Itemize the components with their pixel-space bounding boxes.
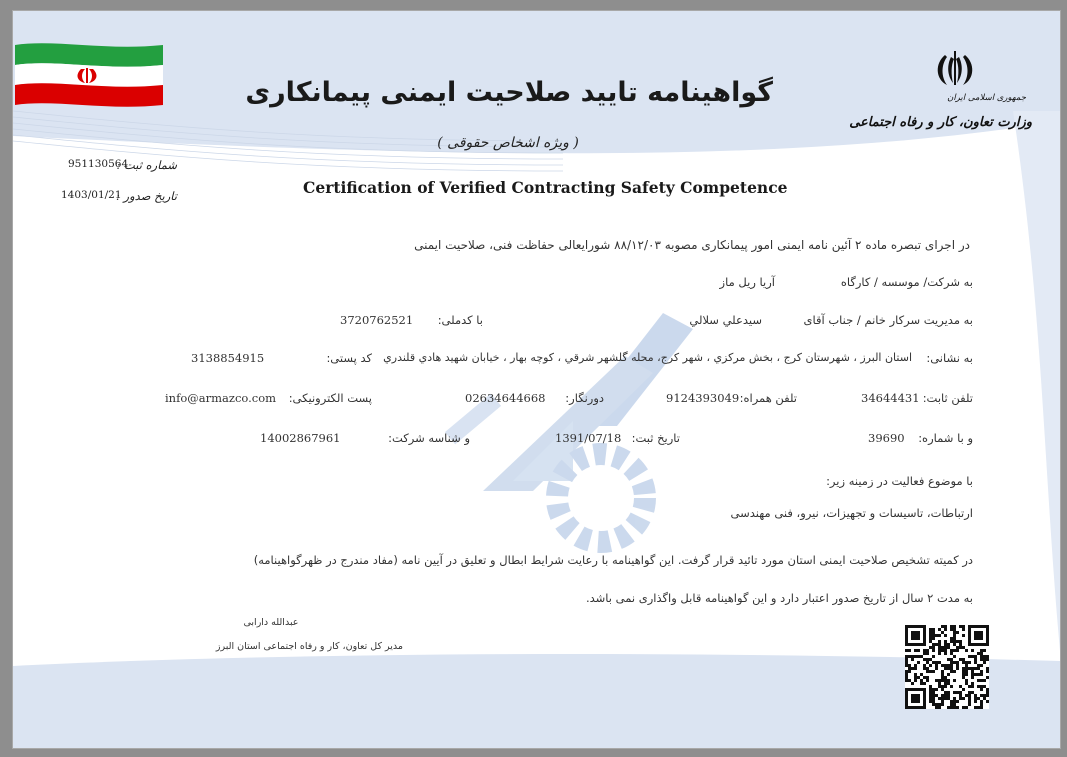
national-code-label: با کدملی: — [437, 313, 483, 327]
reg-number-label: شماره ثبت : — [116, 158, 177, 172]
phone-label: تلفن ثابت: — [922, 391, 973, 405]
ministry-name: وزارت تعاون، کار و رفاه اجتماعی — [849, 115, 1032, 130]
number-label: و با شماره: — [918, 431, 973, 445]
signatory-title: مدیر کل تعاون، کار و رفاه اجتماعی استان البرز — [215, 641, 403, 652]
address-text: استان البرز ، شهرستان کرج ، بخش مرکزي ، شهر کرج، محله گلشهر شرقي ، کوچه بهار ، خيابان شهيد هادي قلندري — [383, 351, 912, 364]
company-label: به شرکت/ موسسه / کارگاه — [840, 275, 973, 289]
reg-number: 951130564 — [68, 158, 129, 170]
signatory-name: عبدالله دارابی — [243, 617, 299, 628]
issue-date-label: تاریخ صدور : — [116, 189, 177, 203]
email-address: info@armazco.com — [165, 391, 277, 405]
activity-text: ارتباطات، تاسیسات و تجهیزات، نیرو، فنی مهندسی — [730, 506, 973, 520]
postal-code-label: کد پستی: — [326, 351, 372, 365]
certificate-paper — [12, 10, 1061, 749]
side-band — [1013, 111, 1060, 651]
manager-name: سیدعلي سلالي — [689, 313, 762, 327]
iran-flag — [15, 41, 163, 109]
reg-date-label: تاریخ ثبت: — [631, 431, 680, 445]
fax-number: 02634644668 — [465, 391, 546, 405]
fax-label: دورنگار: — [565, 391, 604, 405]
national-code: 3720762521 — [340, 313, 414, 327]
qr-code[interactable] — [905, 625, 989, 709]
mobile-label: تلفن همراه: — [739, 391, 797, 405]
validity-text: به مدت ۲ سال از تاریخ صدور اعتبار دارد و این گواهینامه قابل واگذاری نمی باشد. — [585, 591, 973, 605]
issue-date: 1403/01/21 — [61, 189, 122, 201]
company-name: آریا ریل ماز — [719, 275, 775, 289]
postal-code: 3138854915 — [191, 351, 265, 365]
title-english: Certification of Verified Contracting Safety Competence — [303, 178, 788, 197]
iran-emblem-logo — [933, 49, 977, 89]
bottom-band — [13, 654, 1060, 748]
number-value: 39690 — [868, 431, 905, 445]
reg-date: 1391/07/18 — [555, 431, 622, 445]
committee-text: در کمیته تشخیص صلاحیت ایمنی استان مورد تائید قرار گرفت. این گواهینامه با رعایت شرایط ابطال و تعلیق در آیین نامه (مفاد مندرج در ظهرگواهینامه) — [253, 553, 973, 567]
title-persian: گواهینامه تایید صلاحیت ایمنی پیمانکاری — [245, 77, 773, 108]
activity-label: با موضوع فعالیت در زمینه زیر: — [826, 474, 973, 488]
phone-number: 34644431 — [861, 391, 920, 405]
mobile-number: 9124393049 — [666, 391, 740, 405]
subtitle-persian: ( ویژه اشخاص حقوقی ) — [437, 135, 579, 151]
company-id: 14002867961 — [260, 431, 341, 445]
intro-text: در اجرای تبصره ماده ۲ آئین نامه ایمنی امور پیمانکاری مصوبه ۸۸/۱۲/۰۳ شورایعالی حفاظت فنی، صلاحیت ایمنی — [414, 238, 970, 252]
republic-text: جمهوری اسلامی ایران — [947, 93, 1026, 103]
watermark-emblem — [445, 313, 693, 542]
manager-label: به مدیریت سرکار خانم / جناب آقای — [803, 313, 973, 327]
address-label: به نشانی: — [926, 351, 973, 365]
email-label: پست الکترونیکی: — [288, 391, 372, 405]
company-id-label: و شناسه شرکت: — [388, 431, 470, 445]
